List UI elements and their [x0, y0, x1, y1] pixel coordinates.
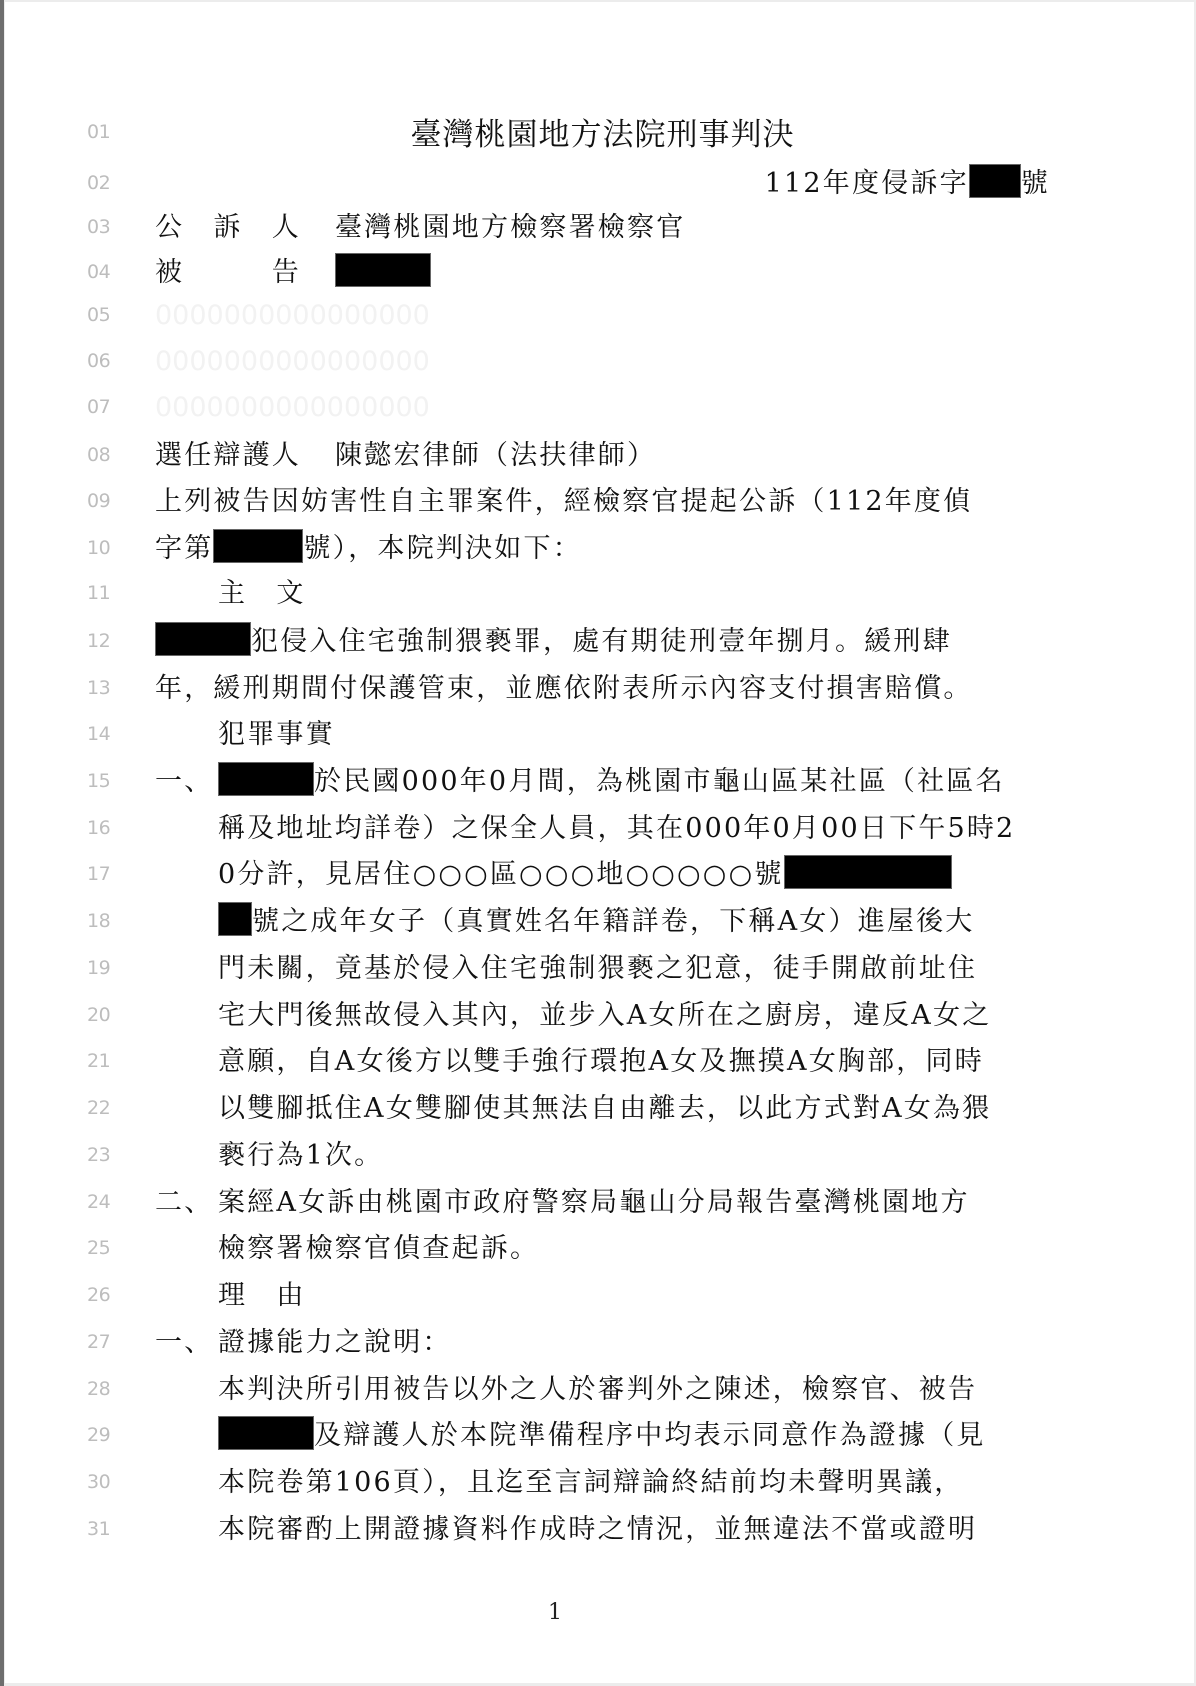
line-number: 09	[87, 490, 111, 512]
line-number: 18	[87, 910, 111, 932]
line-number: 05	[87, 304, 111, 326]
facts-text-part: 號之成年女子（真實姓名年籍詳卷，下稱A女）進屋後大	[252, 906, 975, 937]
facts-text: 稱及地址均詳卷）之保全人員，其在000年0月00日下午5時2	[218, 813, 1016, 844]
facts-text: 以雙腳抵住A女雙腳使其無法自由離去，以此方式對A女為猥	[218, 1093, 992, 1124]
placeholder-line: 0000000000000000	[155, 392, 430, 423]
redaction-box	[335, 253, 431, 287]
facts-text: 檢察署檢察官偵查起訴。	[218, 1233, 540, 1264]
defendant-label: 被 告	[155, 257, 301, 288]
facts-item-1	[155, 758, 1050, 805]
document-page	[5, 2, 1194, 1683]
defendant-line	[155, 249, 1050, 296]
line-number: 19	[87, 957, 111, 979]
defense-counsel: 陳懿宏律師（法扶律師）	[335, 440, 657, 471]
reasons-heading: 證據能力之說明：	[218, 1327, 452, 1358]
redaction-box	[969, 164, 1021, 198]
intro-text	[155, 525, 1050, 572]
page-number: 1	[548, 1600, 562, 1625]
prosecutor-name: 臺灣桃園地方檢察署檢察官	[335, 212, 686, 243]
case-number-suffix: 號	[1020, 168, 1050, 199]
list-marker: 一、	[155, 1327, 214, 1358]
facts-text: 案經A女訴由桃園市政府警察局龜山分局報告臺灣桃園地方	[218, 1187, 970, 1218]
line-number: 26	[87, 1284, 111, 1306]
facts-text	[218, 851, 1050, 898]
line-number: 01	[87, 121, 111, 143]
line-number: 14	[87, 723, 111, 745]
redaction-box	[218, 902, 252, 936]
section-heading-reasons: 理 由	[218, 1280, 306, 1311]
line-number: 12	[87, 630, 111, 652]
facts-item-2	[155, 1179, 1050, 1226]
line-number: 10	[87, 537, 111, 559]
redaction-box	[155, 622, 251, 656]
reasons-text	[218, 1412, 1050, 1459]
intro-text-part: 號），本院判決如下：	[303, 533, 582, 564]
line-number: 27	[87, 1331, 111, 1353]
line-number: 17	[87, 863, 111, 885]
defense-label: 選任辯護人	[155, 440, 301, 471]
case-number	[155, 160, 1050, 207]
redaction-box	[218, 762, 314, 796]
line-number: 28	[87, 1378, 111, 1400]
case-number-prefix: 112年度侵訴字	[764, 168, 969, 199]
list-marker: 一、	[155, 766, 214, 797]
placeholder-line: 0000000000000000	[155, 300, 430, 331]
reasons-item-1	[155, 1319, 1050, 1366]
line-number: 31	[87, 1518, 111, 1540]
redaction-box	[218, 1416, 314, 1450]
line-number: 03	[87, 216, 111, 238]
line-number: 21	[87, 1050, 111, 1072]
intro-text: 上列被告因妨害性自主罪案件，經檢察官提起公訴（112年度偵	[155, 486, 973, 517]
facts-text-part: 0分許，見居住○○○區○○○地○○○○○號	[218, 859, 784, 890]
facts-text: 意願，自A女後方以雙手強行環抱A女及撫摸A女胸部，同時	[218, 1046, 984, 1077]
facts-text	[218, 898, 1050, 945]
reasons-text: 本院審酌上開證據資料作成時之情況，並無違法不當或證明	[218, 1514, 978, 1545]
line-number: 07	[87, 396, 111, 418]
line-number: 24	[87, 1191, 111, 1213]
judgment-text	[155, 618, 1050, 665]
line-number: 15	[87, 770, 111, 792]
facts-text: 宅大門後無故侵入其內，並步入A女所在之廚房，違反A女之	[218, 1000, 992, 1031]
prosecutor-label: 公 訴 人	[155, 212, 301, 243]
line-number: 11	[87, 582, 111, 604]
line-number: 30	[87, 1471, 111, 1493]
line-number: 20	[87, 1004, 111, 1026]
facts-text: 褻行為1次。	[218, 1140, 384, 1171]
document-title: 臺灣桃園地方法院刑事判決	[410, 117, 795, 153]
section-heading-facts: 犯罪事實	[218, 719, 335, 750]
line-number: 06	[87, 350, 111, 372]
defense-counsel-line	[155, 432, 1050, 479]
reasons-text-part: 及辯護人於本院準備程序中均表示同意作為證據（見	[314, 1420, 986, 1451]
prosecutor-line	[155, 204, 1050, 251]
section-heading-main: 主 文	[218, 578, 306, 609]
judgment-text: 年，緩刑期間付保護管束，並應依附表所示內容支付損害賠償。	[155, 673, 973, 704]
line-number: 04	[87, 261, 111, 283]
line-number: 25	[87, 1237, 111, 1259]
viewer-left-edge	[0, 0, 4, 1686]
line-number: 22	[87, 1097, 111, 1119]
intro-text-part: 字第	[155, 533, 214, 564]
judgment-text-part: 犯侵入住宅強制猥褻罪，處有期徒刑壹年捌月。緩刑肆	[251, 626, 952, 657]
facts-text: 門未關，竟基於侵入住宅強制猥褻之犯意，徒手開啟前址住	[218, 953, 978, 984]
redaction-box	[784, 855, 952, 889]
list-marker: 二、	[155, 1187, 214, 1218]
line-number: 02	[87, 172, 111, 194]
line-number: 29	[87, 1424, 111, 1446]
reasons-text: 本判決所引用被告以外之人於審判外之陳述，檢察官、被告	[218, 1374, 978, 1405]
placeholder-line: 0000000000000000	[155, 346, 430, 377]
line-number: 13	[87, 677, 111, 699]
redaction-box	[213, 529, 303, 563]
line-number: 08	[87, 444, 111, 466]
facts-text: 於民國000年0月間，為桃園市龜山區某社區（社區名	[314, 766, 1005, 797]
line-number: 16	[87, 817, 111, 839]
line-number: 23	[87, 1144, 111, 1166]
reasons-text: 本院卷第106頁），且迄至言詞辯論終結前均未聲明異議，	[218, 1467, 964, 1498]
